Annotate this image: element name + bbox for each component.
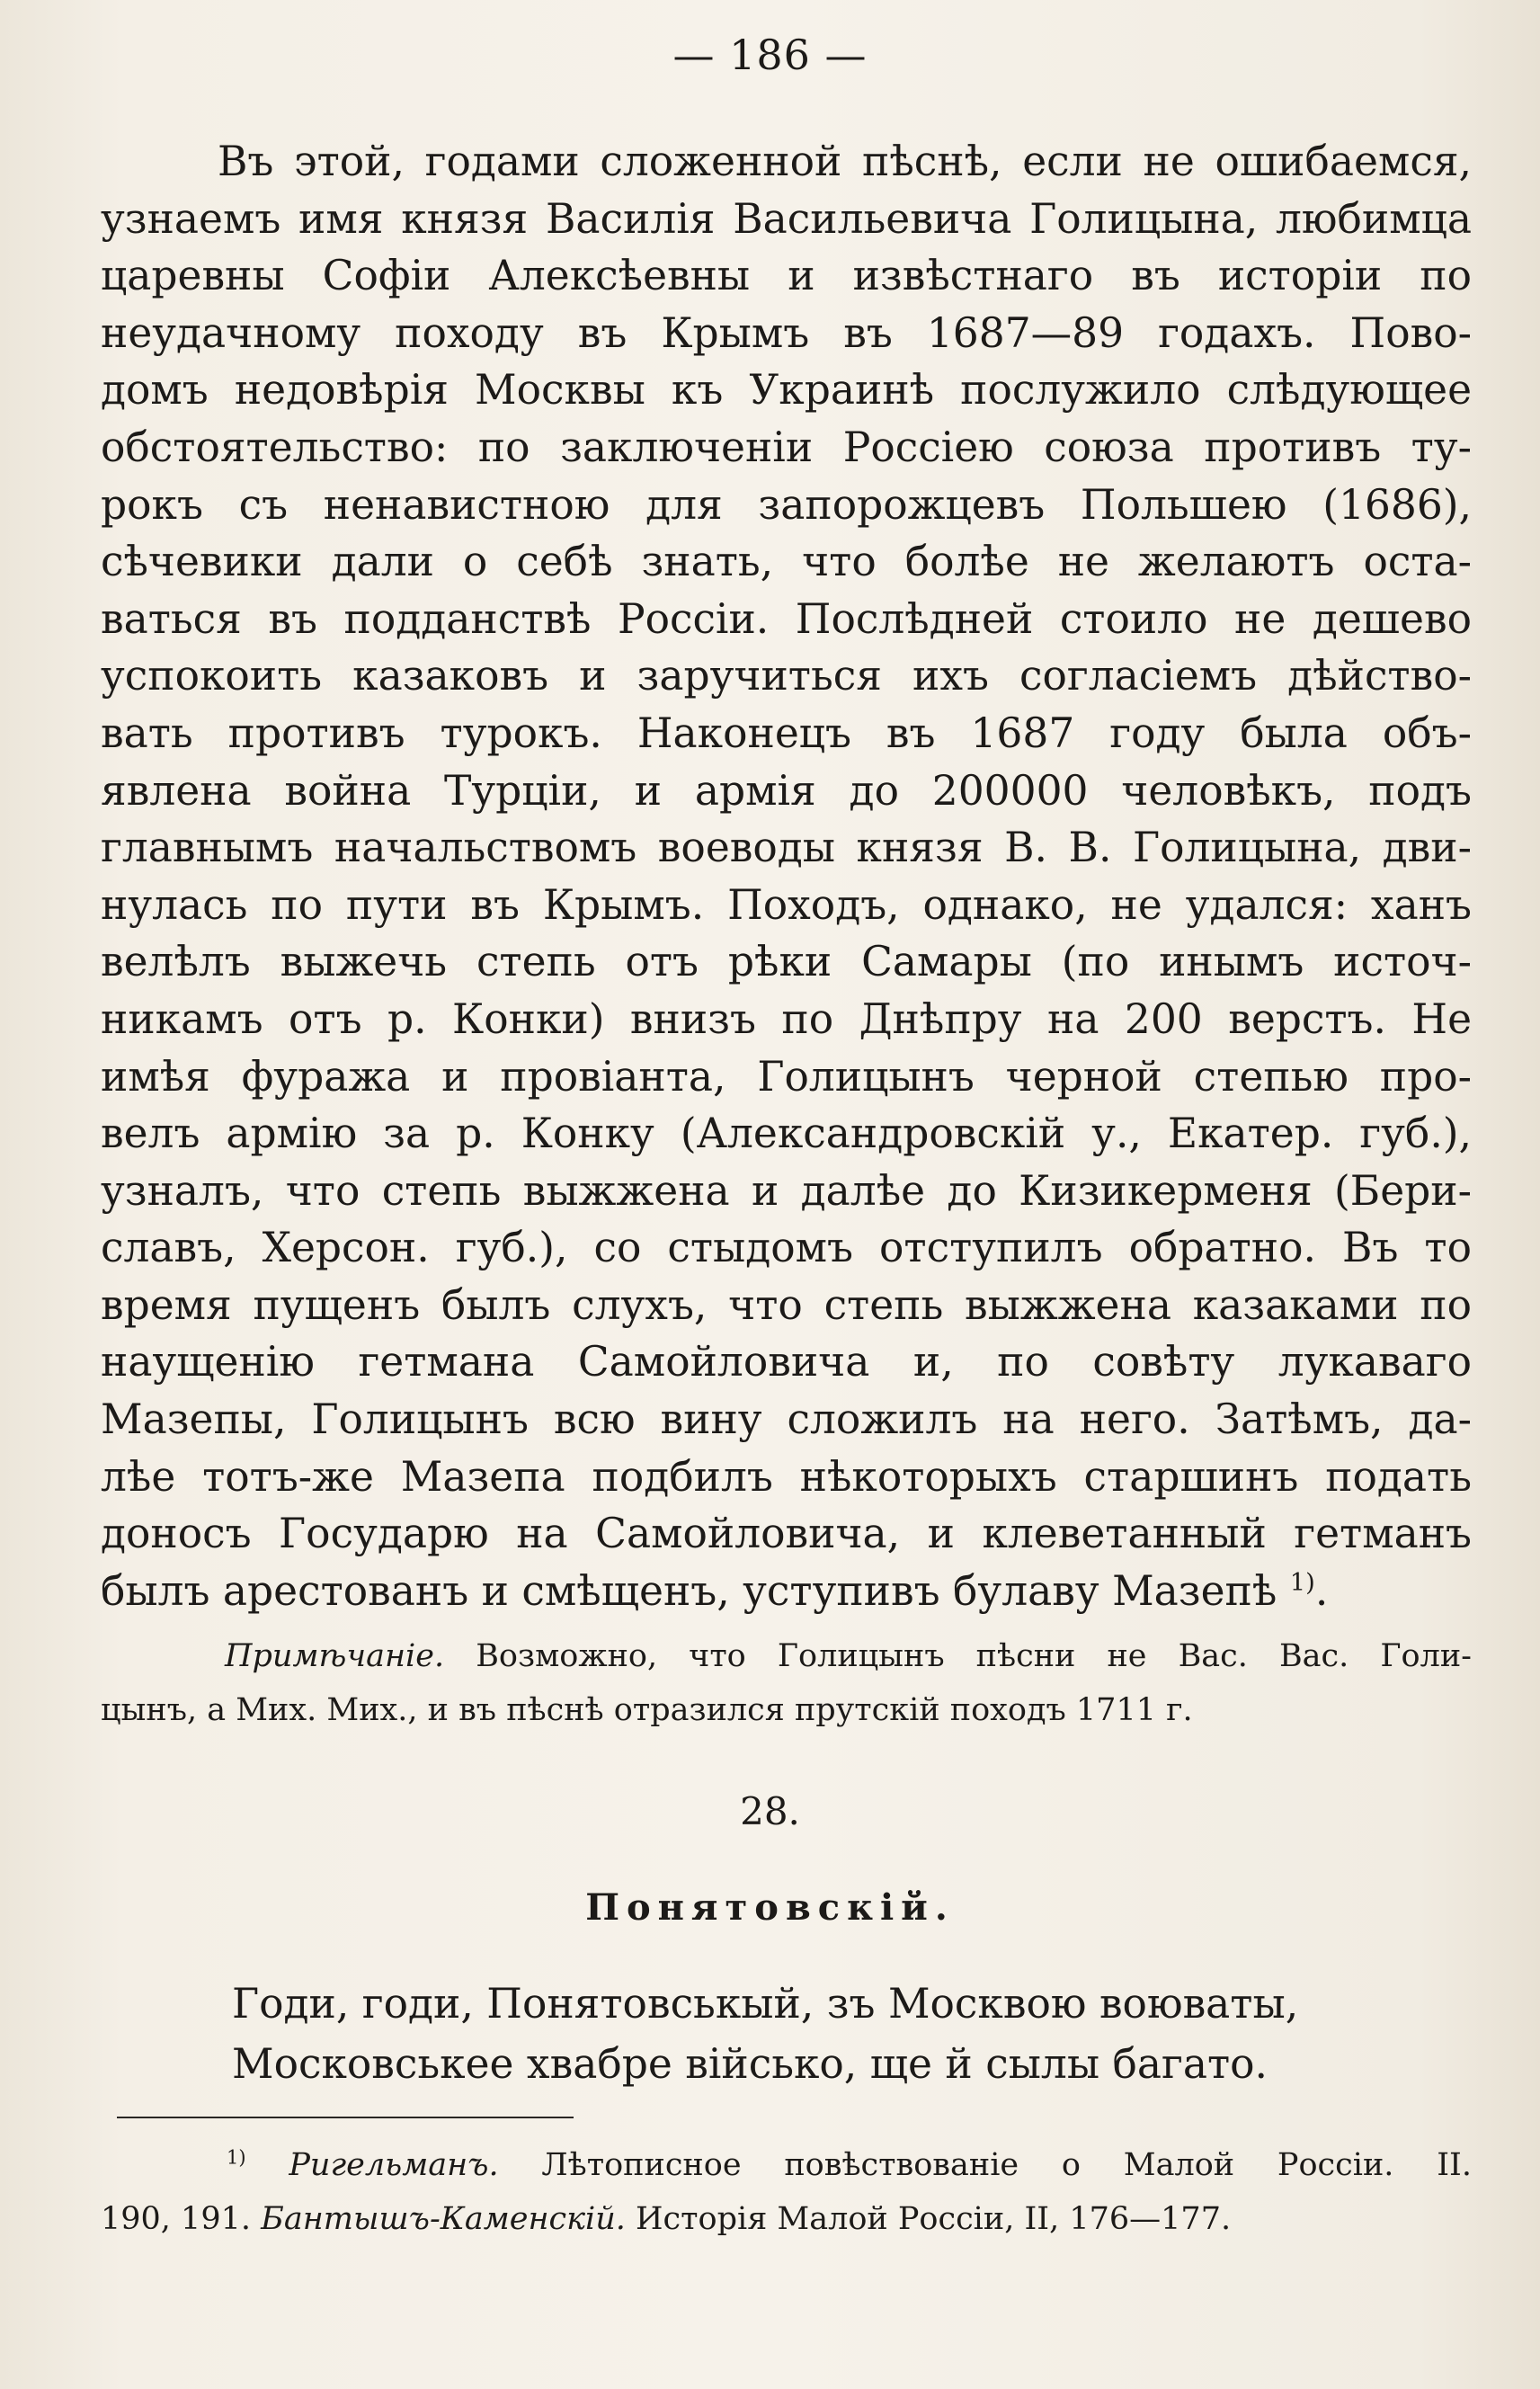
text-line: домъ недовѣрія Москвы къ Украинѣ послужило слѣдующее xyxy=(101,366,1472,415)
text-line: обстоятельство: по заключеніи Россіею союза противъ ту- xyxy=(101,423,1472,471)
period: . xyxy=(1314,1566,1329,1615)
verse-block xyxy=(232,1974,1401,2094)
text-line: Мазепы, Голицынъ всю вину сложилъ на него. Затѣмъ, да- xyxy=(101,1395,1472,1444)
footnote-marker: 1) xyxy=(227,2146,246,2169)
text-line: неудачному походу въ Крымъ въ 1687—89 годахъ. Пово- xyxy=(101,308,1472,357)
remark-block xyxy=(101,1629,1472,1737)
text-line: царевны Софіи Алексѣевны и извѣстнаго въ исторіи по xyxy=(101,252,1472,300)
remark-line xyxy=(101,1629,1472,1683)
footnote-line-2 xyxy=(101,2192,1472,2246)
text-line-last xyxy=(101,1563,1472,1620)
main-text xyxy=(101,133,1472,1619)
text-line: велѣлъ выжечь степь отъ рѣки Самары (по инымъ источ- xyxy=(101,938,1472,986)
footnote-text-2: Исторія Малой Россіи, II, 176—177. xyxy=(636,2201,1232,2237)
verse-line: Московськее хвабре військо, ще й сылы багато. xyxy=(232,2040,1268,2088)
section-title: Понятовскій. xyxy=(585,1886,955,1929)
text-line: явлена война Турціи, и армія до 200000 человѣкъ, подъ xyxy=(101,766,1472,815)
remark-text-1: Возможно, что Голицынъ пѣсни не Вас. Вас. Голи- xyxy=(476,1638,1472,1674)
text-line: доносъ Государю на Самойловича, и клеветанный гетманъ xyxy=(101,1510,1472,1558)
footnote-pages-1: 190, 191. xyxy=(101,2201,251,2237)
remark-text-2: цынъ, а Мих. Мих., и въ пѣснѣ отразился прутскій походъ 1711 г. xyxy=(101,1692,1193,1728)
footnote-reference[interactable]: 1) xyxy=(1289,1568,1315,1597)
text-line: никамъ отъ р. Конки) внизъ по Днѣпру на 200 верстъ. Не xyxy=(101,994,1472,1043)
text-line: время пущенъ былъ слухъ, что степь выжжена казаками по xyxy=(101,1280,1472,1329)
text-line: рокъ съ ненавистною для запорожцевъ Польшею (1686), xyxy=(101,480,1472,529)
text-line: вать противъ турокъ. Наконецъ въ 1687 году была объ- xyxy=(101,709,1472,757)
section-number: 28. xyxy=(740,1789,800,1833)
page-number: — 186 — xyxy=(672,31,868,79)
footnote-author-1: Ригельманъ. xyxy=(289,2147,499,2183)
text-line: Въ этой, годами сложенной пѣснѣ, если не ошибаемся, xyxy=(218,138,1472,185)
text-line: узнаемъ имя князя Василія Васильевича Голицына, любимца xyxy=(101,194,1472,243)
footnote-block xyxy=(101,2138,1472,2246)
footnote-text-1: Лѣтописное повѣствованіе о Малой Россіи. II. xyxy=(541,2147,1472,2183)
footnote-author-2: Бантышъ-Каменскій. xyxy=(261,2201,626,2237)
text-line: славъ, Херсон. губ.), со стыдомъ отступилъ обратно. Въ то xyxy=(101,1224,1472,1272)
text-line: имѣя фуража и провіанта, Голицынъ черной степью про- xyxy=(101,1052,1472,1101)
text-line-last-content: былъ арестованъ и смѣщенъ, уступивъ булаву Мазепѣ xyxy=(101,1566,1277,1615)
footnote-line-1 xyxy=(101,2138,1472,2192)
text-line: успокоить казаковъ и заручиться ихъ согласіемъ дѣйство- xyxy=(101,652,1472,700)
text-line: наущенію гетмана Самойловича и, по совѣту лукаваго xyxy=(101,1338,1472,1386)
verse-line: Годи, годи, Понятовськый, зъ Москвою воюваты, xyxy=(232,1980,1299,2028)
text-line: сѣчевики дали о себѣ знать, что болѣе не желаютъ оста- xyxy=(101,538,1472,586)
text-line: узналъ, что степь выжжена и далѣе до Кизикерменя (Бери- xyxy=(101,1166,1472,1215)
text-line: ваться въ подданствѣ Россіи. Послѣдней стоило не дешево xyxy=(101,594,1472,643)
text-line: велъ армію за р. Конку (Александровскій у., Екатер. губ.), xyxy=(101,1110,1472,1158)
text-line: лѣе тотъ-же Мазепа подбилъ нѣкоторыхъ старшинъ подать xyxy=(101,1452,1472,1501)
remark-label: Примѣчаніе. xyxy=(225,1638,445,1674)
text-line: нулась по пути въ Крымъ. Походъ, однако, не удался: ханъ xyxy=(101,880,1472,929)
footnote-divider xyxy=(117,2117,574,2118)
text-line: главнымъ начальствомъ воеводы князя В. В. Голицына, дви- xyxy=(101,824,1472,872)
